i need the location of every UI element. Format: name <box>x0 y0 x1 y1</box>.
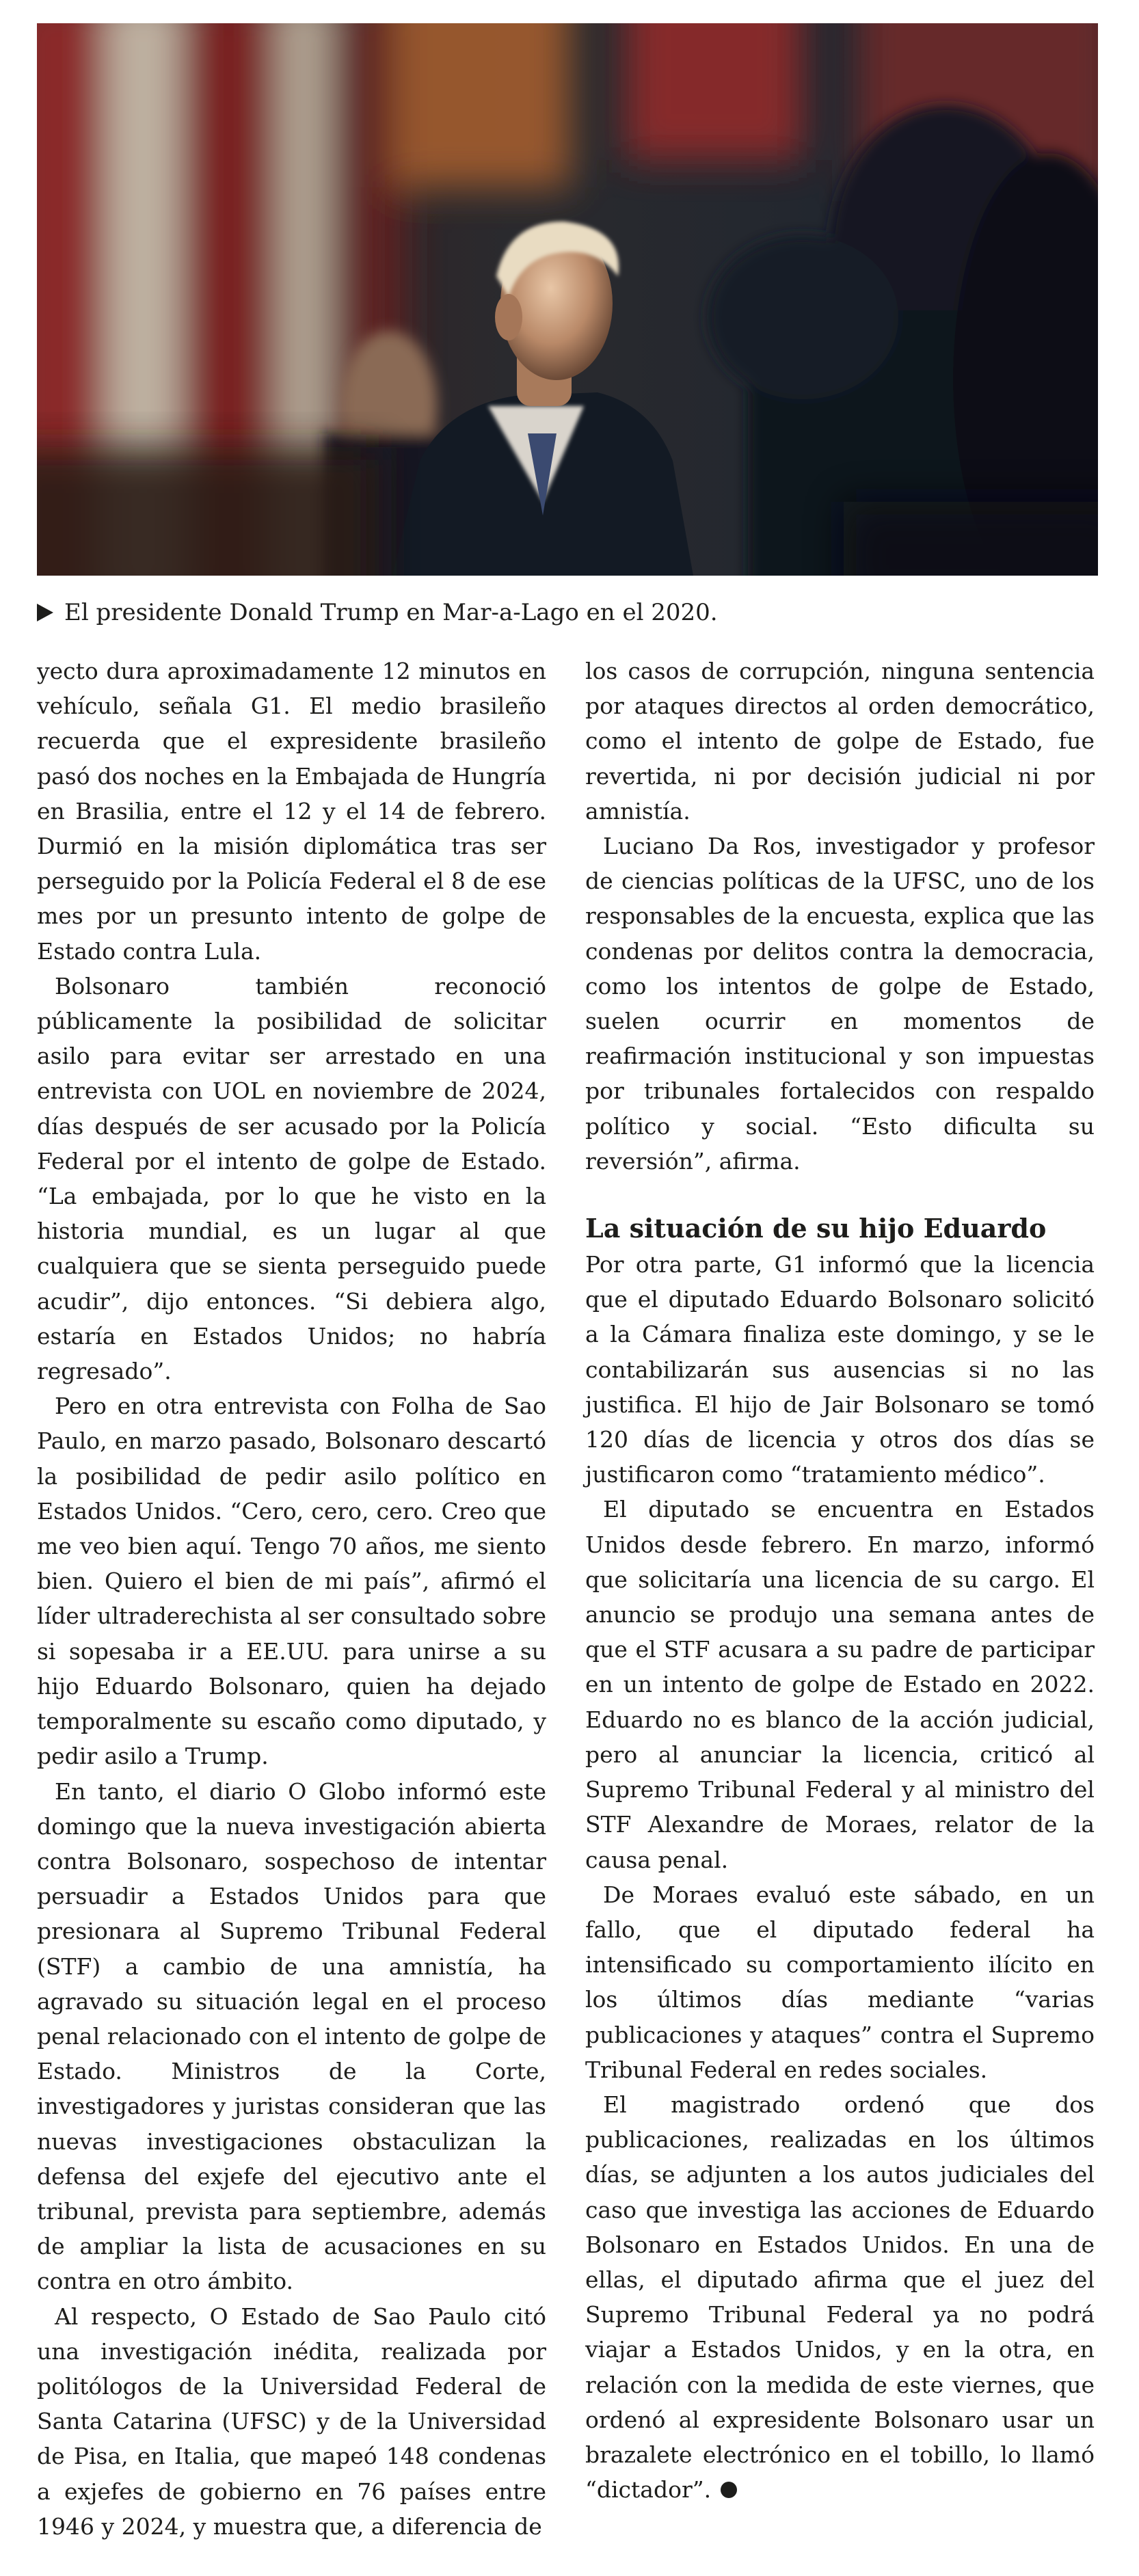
article-paragraph: Luciano Da Ros, investigador y profesor de ciencias políticas de la UFSC, uno de los responsables de la encuesta, explica que las condenas por delitos contra la democracia, como los intentos de golpe de Estado, suelen ocurrir en momentos de reafirmación institucional y son impuestas por tribunales fortalecidos con respaldo político y social. “Esto dificulta su reversión”, afirma. <box>585 833 1095 1175</box>
photo-trump-icon <box>37 23 1098 576</box>
article-paragraph-text: El magistrado ordenó que dos publicaciones, realizadas en los últimos días, se adjunten a los autos judiciales del caso que investiga las acciones de Eduardo Bolsonaro en Estados Unidos. En una de ellas, el diputado afirma que el juez del Supremo Tribunal Federal ya no podrá viajar a Estados Unidos, y en la otra, en relación con la medida de este viernes, que ordenó al expresidente Bolsonaro usar un brazalete electrónico en el tobillo, lo llamó “dictador”. <box>585 2091 1095 2504</box>
photo-caption <box>37 592 1098 633</box>
article-paragraph: Pero en otra entrevista con Folha de Sao Paulo, en marzo pasado, Bolsonaro descartó la posibilidad de pedir asilo político en Estados Unidos. “Cero, cero, cero. Creo que me veo bien aquí. Tengo 70 años, me siento bien. Quiero el bien de mi país”, afirmó el líder ultraderechista al ser consultado sobre si sopesaba ir a EE.UU. para unirse a su hijo Eduardo Bolsonaro, quien ha dejado temporalmente su escaño como diputado, y pedir asilo a Trump. <box>37 1393 546 1770</box>
article-column-right <box>585 654 1095 2507</box>
article-paragraph: Al respecto, O Estado de Sao Paulo citó una investigación inédita, realizada por politólogos de la Universidad Federal de Santa Catarina (UFSC) y de la Universidad de Pisa, en Italia, que mapeó 148 condenas a exjefes de gobierno en 76 países entre 1946 y 2024, y muestra que, a diferencia de <box>37 2303 546 2540</box>
end-of-article-bullet-icon <box>721 2482 737 2498</box>
article-paragraph: Bolsonaro también reconoció públicamente la posibilidad de solicitar asilo para evitar ser arrestado en una entrevista con UOL en noviembre de 2024, días después de ser acusado por la Policía Federal por el intento de golpe de Estado. “La embajada, por lo que he visto en la historia mundial, es un lugar al que cualquiera que se sienta perseguido puede acudir”, dijo entonces. “Si debiera algo, estaría en Estados Unidos; no habría regresado”. <box>37 972 546 1385</box>
article-photo <box>37 23 1098 576</box>
article-column-left <box>37 654 546 2544</box>
article-paragraph: los casos de corrupción, ninguna sentencia por ataques directos al orden democrático, como el intento de golpe de Estado, fue revertida, ni por decisión judicial ni por amnistía. <box>585 658 1095 824</box>
article-paragraph: El diputado se encuentra en Estados Unidos desde febrero. En marzo, informó que solicitaría una licencia de su cargo. El anuncio se produjo una semana antes de que el STF acusara a su padre de participar en un intento de golpe de Estado en 2022. Eduardo no es blanco de la acción judicial, pero al anunciar la licencia, criticó al Supremo Tribunal Federal y al ministro del STF Alexandre de Moraes, relator de la causa penal. <box>585 1496 1095 1873</box>
triangle-right-icon <box>37 604 53 621</box>
article-paragraph: En tanto, el diario O Globo informó este domingo que la nueva investigación abierta contra Bolsonaro, sospechoso de intentar persuadir a Estados Unidos para que presionara al Supremo Tribunal Federal (STF) a cambio de una amnistía, ha agravado su situación legal en el proceso penal relacionado con el intento de golpe de Estado. Ministros de la Corte, investigadores y juristas consideran que las nuevas investigaciones obstaculizan la defensa del exjefe del ejecutivo ante el tribunal, prevista para septiembre, además de ampliar la lista de acusaciones en su contra en otro ámbito. <box>37 1777 546 2295</box>
article-paragraph: yecto dura aproximadamente 12 minutos en vehículo, señala G1. El medio brasileño recuerda que el expresidente brasileño pasó dos noches en la Embajada de Hungría en Brasilia, entre el 12 y el 14 de febrero. Durmió en la misión diplomática tras ser perseguido por la Policía Federal el 8 de ese mes por un presunto intento de golpe de Estado contra Lula. <box>37 658 546 965</box>
article-paragraph: De Moraes evaluó este sábado, en un fallo, que el diputado federal ha intensificado su comportamiento ilícito en los últimos días mediante “varias publicaciones y ataques” contra el Supremo Tribunal Federal en redes sociales. <box>585 1881 1095 2083</box>
section-subheading: La situación de su hijo Eduardo <box>585 1213 1047 1244</box>
article-paragraph-last <box>585 2087 1095 2507</box>
caption-text: El presidente Donald Trump en Mar-a-Lago en el 2020. <box>64 599 718 626</box>
article-paragraph: Por otra parte, G1 informó que la licencia que el diputado Eduardo Bolsonaro solicitó a la Cámara finaliza este domingo, y se le contabilizarán sus ausencias si no las justifica. El hijo de Jair Bolsonaro se tomó 120 días de licencia y otros dos días se justificaron como “tratamiento médico”. <box>585 1251 1095 1488</box>
